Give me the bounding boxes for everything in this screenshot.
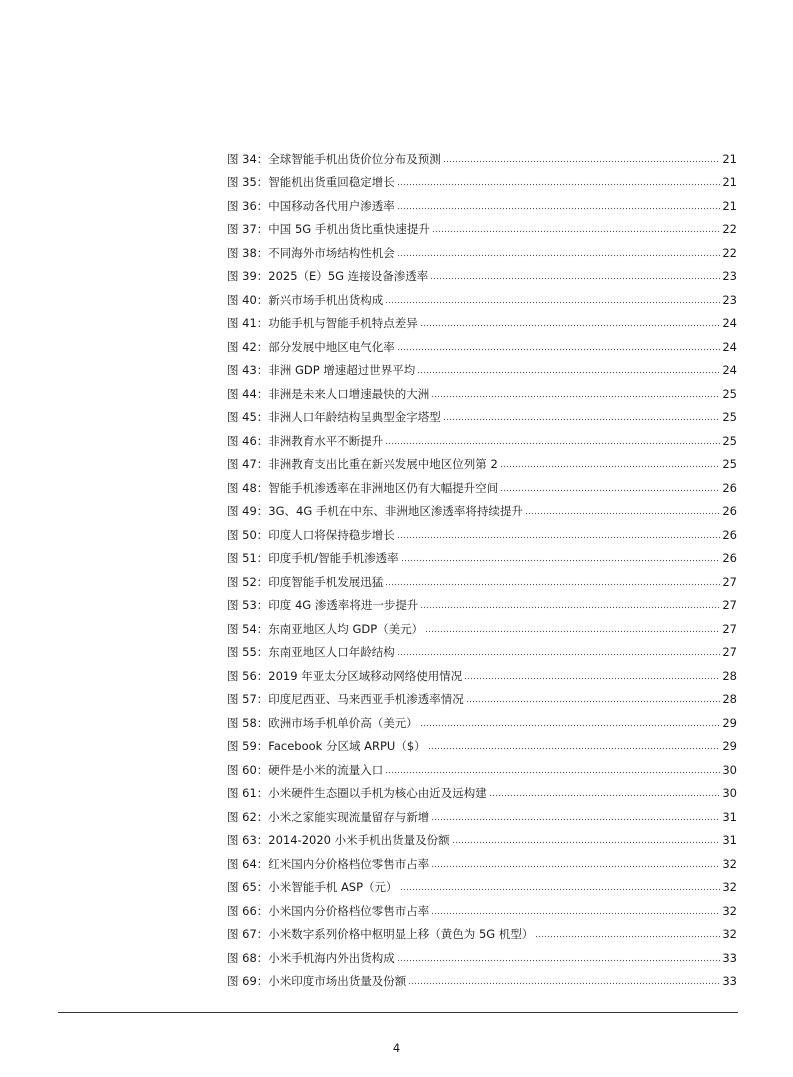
figure-table-of-contents bbox=[227, 142, 737, 988]
toc-dot-leader bbox=[397, 959, 721, 962]
toc-dot-leader bbox=[430, 277, 720, 280]
toc-entry-label[interactable]: 图 69：小米印度市场出货量及份额 bbox=[227, 974, 407, 988]
toc-dot-leader bbox=[500, 489, 720, 492]
toc-entry[interactable] bbox=[227, 777, 737, 801]
toc-entry[interactable] bbox=[227, 518, 737, 542]
toc-entry[interactable] bbox=[227, 189, 737, 213]
toc-dot-leader bbox=[432, 230, 721, 233]
toc-entry-page-number[interactable]: 21 bbox=[722, 151, 737, 166]
toc-entry[interactable] bbox=[227, 495, 737, 519]
toc-entry[interactable] bbox=[227, 965, 737, 989]
toc-entry[interactable] bbox=[227, 377, 737, 401]
toc-entry-label[interactable]: 图 59：Facebook 分区域 ARPU（$） bbox=[227, 739, 426, 753]
toc-entry-page-number[interactable]: 27 bbox=[722, 574, 737, 589]
toc-entry-page-number[interactable]: 29 bbox=[722, 739, 737, 753]
toc-dot-leader bbox=[385, 583, 720, 586]
toc-entry-page-number[interactable]: 30 bbox=[722, 786, 737, 800]
toc-dot-leader bbox=[408, 982, 720, 985]
toc-entry[interactable] bbox=[227, 589, 737, 613]
toc-entry[interactable] bbox=[227, 730, 737, 754]
toc-entry[interactable] bbox=[227, 659, 737, 683]
toc-entry-label[interactable]: 图 45：非洲人口年龄结构呈典型金字塔型 bbox=[227, 410, 441, 424]
toc-dot-leader bbox=[431, 818, 720, 821]
toc-dot-leader bbox=[466, 700, 721, 703]
toc-entry-page-number[interactable]: 24 bbox=[722, 316, 737, 330]
toc-entry[interactable] bbox=[227, 471, 737, 495]
toc-entry[interactable] bbox=[227, 236, 737, 260]
toc-dot-leader bbox=[417, 371, 720, 374]
toc-entry-page-number[interactable]: 27 bbox=[722, 621, 737, 636]
toc-entry-page-number[interactable]: 27 bbox=[722, 598, 737, 612]
toc-entry[interactable] bbox=[227, 636, 737, 660]
toc-entry[interactable] bbox=[227, 542, 737, 566]
toc-dot-leader bbox=[397, 348, 721, 351]
toc-entry[interactable] bbox=[227, 847, 737, 871]
toc-entry[interactable] bbox=[227, 354, 737, 378]
toc-entry-label[interactable]: 图 55：东南亚地区人口年龄结构 bbox=[227, 645, 395, 659]
toc-entry-label[interactable]: 图 60：硬件是小米的流量入口 bbox=[227, 762, 384, 777]
toc-entry-page-number[interactable]: 24 bbox=[722, 339, 737, 354]
toc-entry-label[interactable]: 图 61：小米硬件生态圈以手机为核心由近及远构建 bbox=[227, 786, 487, 800]
toc-entry[interactable] bbox=[227, 800, 737, 824]
toc-entry-label[interactable]: 图 57：印度尼西亚、马来西亚手机渗透率情况 bbox=[227, 692, 464, 706]
toc-entry-label[interactable]: 图 48：智能手机渗透率在非洲地区仍有大幅提升空间 bbox=[227, 480, 499, 495]
toc-entry-page-number[interactable]: 28 bbox=[722, 692, 737, 706]
toc-entry-page-number[interactable]: 29 bbox=[722, 715, 737, 730]
toc-entry-label[interactable]: 图 35：智能机出货重回稳定增长 bbox=[227, 175, 395, 189]
toc-entry-page-number[interactable]: 32 bbox=[722, 880, 737, 894]
toc-entry-label[interactable]: 图 54：东南亚地区人均 GDP（美元） bbox=[227, 621, 424, 636]
toc-dot-leader bbox=[397, 183, 721, 186]
toc-entry-page-number[interactable]: 32 bbox=[722, 856, 737, 871]
toc-entry-page-number[interactable]: 30 bbox=[722, 762, 737, 777]
toc-entry-page-number[interactable]: 21 bbox=[722, 175, 737, 189]
toc-entry-label[interactable]: 图 67：小米数字系列价格中枢明显上移（黄色为 5G 机型） bbox=[227, 927, 534, 941]
toc-entry[interactable] bbox=[227, 706, 737, 730]
toc-entry[interactable] bbox=[227, 753, 737, 777]
toc-entry[interactable] bbox=[227, 166, 737, 190]
toc-dot-leader bbox=[420, 724, 721, 727]
toc-entry-label[interactable]: 图 56：2019 年亚太分区域移动网络使用情况 bbox=[227, 668, 463, 683]
toc-entry-label[interactable]: 图 51：印度手机/智能手机渗透率 bbox=[227, 551, 399, 565]
toc-entry-label[interactable]: 图 39：2025（E）5G 连接设备渗透率 bbox=[227, 269, 429, 283]
toc-entry-page-number[interactable]: 31 bbox=[722, 833, 737, 847]
toc-entry-page-number[interactable]: 26 bbox=[722, 551, 737, 565]
toc-entry-label[interactable]: 图 64：红米国内分价格档位零售市占率 bbox=[227, 856, 430, 871]
toc-entry-label[interactable]: 图 52：印度智能手机发展迅猛 bbox=[227, 574, 384, 589]
toc-entry-label[interactable]: 图 68：小米手机海内外出货构成 bbox=[227, 950, 395, 965]
toc-entry-label[interactable]: 图 46：非洲教育水平不断提升 bbox=[227, 433, 384, 448]
toc-entry[interactable] bbox=[227, 260, 737, 284]
toc-entry-page-number[interactable]: 31 bbox=[722, 809, 737, 824]
toc-dot-leader bbox=[535, 935, 720, 938]
toc-entry-label[interactable]: 图 43：非洲 GDP 增速超过世界平均 bbox=[227, 363, 416, 377]
toc-entry-label[interactable]: 图 49：3G、4G 手机在中东、非洲地区渗透率将持续提升 bbox=[227, 504, 523, 518]
toc-entry-page-number[interactable]: 25 bbox=[722, 410, 737, 424]
toc-entry-page-number[interactable]: 23 bbox=[722, 269, 737, 283]
toc-entry-page-number[interactable]: 32 bbox=[722, 927, 737, 941]
toc-dot-leader bbox=[397, 653, 721, 656]
toc-dot-leader bbox=[425, 630, 720, 633]
toc-entry-label[interactable]: 图 50：印度人口将保持稳步增长 bbox=[227, 527, 395, 542]
toc-entry[interactable] bbox=[227, 871, 737, 895]
toc-entry-page-number[interactable]: 28 bbox=[722, 668, 737, 683]
toc-entry[interactable] bbox=[227, 683, 737, 707]
toc-dot-leader bbox=[385, 301, 720, 304]
toc-dot-leader bbox=[525, 512, 720, 515]
toc-dot-leader bbox=[397, 536, 721, 539]
toc-dot-leader bbox=[489, 794, 721, 797]
toc-entry-label[interactable]: 图 47：非洲教育支出比重在新兴发展中地区位列第 2 bbox=[227, 457, 498, 471]
toc-dot-leader bbox=[464, 677, 720, 680]
toc-dot-leader bbox=[500, 465, 721, 468]
toc-entry[interactable] bbox=[227, 448, 737, 472]
toc-entry-label[interactable]: 图 37：中国 5G 手机出货比重快速提升 bbox=[227, 222, 430, 236]
toc-entry[interactable] bbox=[227, 330, 737, 354]
toc-entry-label[interactable]: 图 58：欧洲市场手机单价高（美元） bbox=[227, 715, 418, 730]
toc-entry-page-number[interactable]: 26 bbox=[722, 480, 737, 495]
toc-entry[interactable] bbox=[227, 307, 737, 331]
toc-entry-page-number[interactable]: 27 bbox=[722, 645, 737, 659]
toc-entry-page-number[interactable]: 26 bbox=[722, 527, 737, 542]
toc-entry-page-number[interactable]: 22 bbox=[722, 222, 737, 236]
toc-entry[interactable] bbox=[227, 894, 737, 918]
toc-entry[interactable] bbox=[227, 612, 737, 636]
toc-dot-leader bbox=[420, 324, 721, 327]
toc-entry-label[interactable]: 图 63：2014-2020 小米手机出货量及份额 bbox=[227, 833, 450, 847]
toc-entry[interactable] bbox=[227, 283, 737, 307]
toc-entry[interactable] bbox=[227, 941, 737, 965]
toc-entry-label[interactable]: 图 34：全球智能手机出货价位分布及预测 bbox=[227, 151, 441, 166]
toc-entry-label[interactable]: 图 40：新兴市场手机出货构成 bbox=[227, 292, 384, 307]
toc-entry-label[interactable]: 图 36：中国移动各代用户渗透率 bbox=[227, 198, 395, 213]
toc-entry-page-number[interactable]: 33 bbox=[722, 974, 737, 988]
toc-dot-leader bbox=[443, 418, 721, 421]
toc-entry-page-number[interactable]: 25 bbox=[722, 386, 737, 401]
footer-divider bbox=[58, 1012, 738, 1013]
toc-entry-page-number[interactable]: 32 bbox=[722, 903, 737, 918]
page-number: 4 bbox=[392, 1041, 401, 1055]
toc-dot-leader bbox=[397, 207, 721, 210]
toc-entry-page-number[interactable]: 22 bbox=[722, 245, 737, 260]
toc-entry[interactable] bbox=[227, 401, 737, 425]
toc-dot-leader bbox=[428, 747, 721, 750]
toc-entry[interactable] bbox=[227, 824, 737, 848]
toc-entry-page-number[interactable]: 25 bbox=[722, 457, 737, 471]
toc-entry-label[interactable]: 图 62：小米之家能实现流量留存与新增 bbox=[227, 809, 430, 824]
toc-entry-page-number[interactable]: 21 bbox=[722, 198, 737, 213]
toc-dot-leader bbox=[397, 254, 721, 257]
toc-entry-label[interactable]: 图 66：小米国内分价格档位零售市占率 bbox=[227, 903, 430, 918]
toc-dot-leader bbox=[400, 888, 721, 891]
toc-entry-page-number[interactable]: 26 bbox=[722, 504, 737, 518]
toc-entry-label[interactable]: 图 53：印度 4G 渗透率将进一步提升 bbox=[227, 598, 419, 612]
toc-dot-leader bbox=[452, 841, 721, 844]
toc-dot-leader bbox=[385, 442, 720, 445]
toc-entry-label[interactable]: 图 65：小米智能手机 ASP（元） bbox=[227, 880, 398, 894]
toc-entry-label[interactable]: 图 44：非洲是未来人口增速最快的大洲 bbox=[227, 386, 430, 401]
toc-entry-label[interactable]: 图 38：不同海外市场结构性机会 bbox=[227, 245, 395, 260]
toc-dot-leader bbox=[431, 865, 720, 868]
toc-entry-label[interactable]: 图 42：部分发展中地区电气化率 bbox=[227, 339, 395, 354]
toc-entry-page-number[interactable]: 25 bbox=[722, 433, 737, 448]
toc-entry[interactable] bbox=[227, 142, 737, 166]
toc-entry[interactable] bbox=[227, 213, 737, 237]
toc-dot-leader bbox=[431, 912, 720, 915]
toc-dot-leader bbox=[401, 559, 721, 562]
toc-dot-leader bbox=[420, 606, 720, 609]
toc-entry[interactable] bbox=[227, 424, 737, 448]
toc-entry[interactable] bbox=[227, 565, 737, 589]
toc-entry-page-number[interactable]: 33 bbox=[722, 950, 737, 965]
toc-entry-page-number[interactable]: 24 bbox=[722, 363, 737, 377]
toc-entry-label[interactable]: 图 41：功能手机与智能手机特点差异 bbox=[227, 316, 418, 330]
toc-dot-leader bbox=[443, 160, 721, 163]
toc-dot-leader bbox=[385, 771, 720, 774]
toc-entry-page-number[interactable]: 23 bbox=[722, 292, 737, 307]
toc-entry[interactable] bbox=[227, 918, 737, 942]
toc-dot-leader bbox=[431, 395, 720, 398]
